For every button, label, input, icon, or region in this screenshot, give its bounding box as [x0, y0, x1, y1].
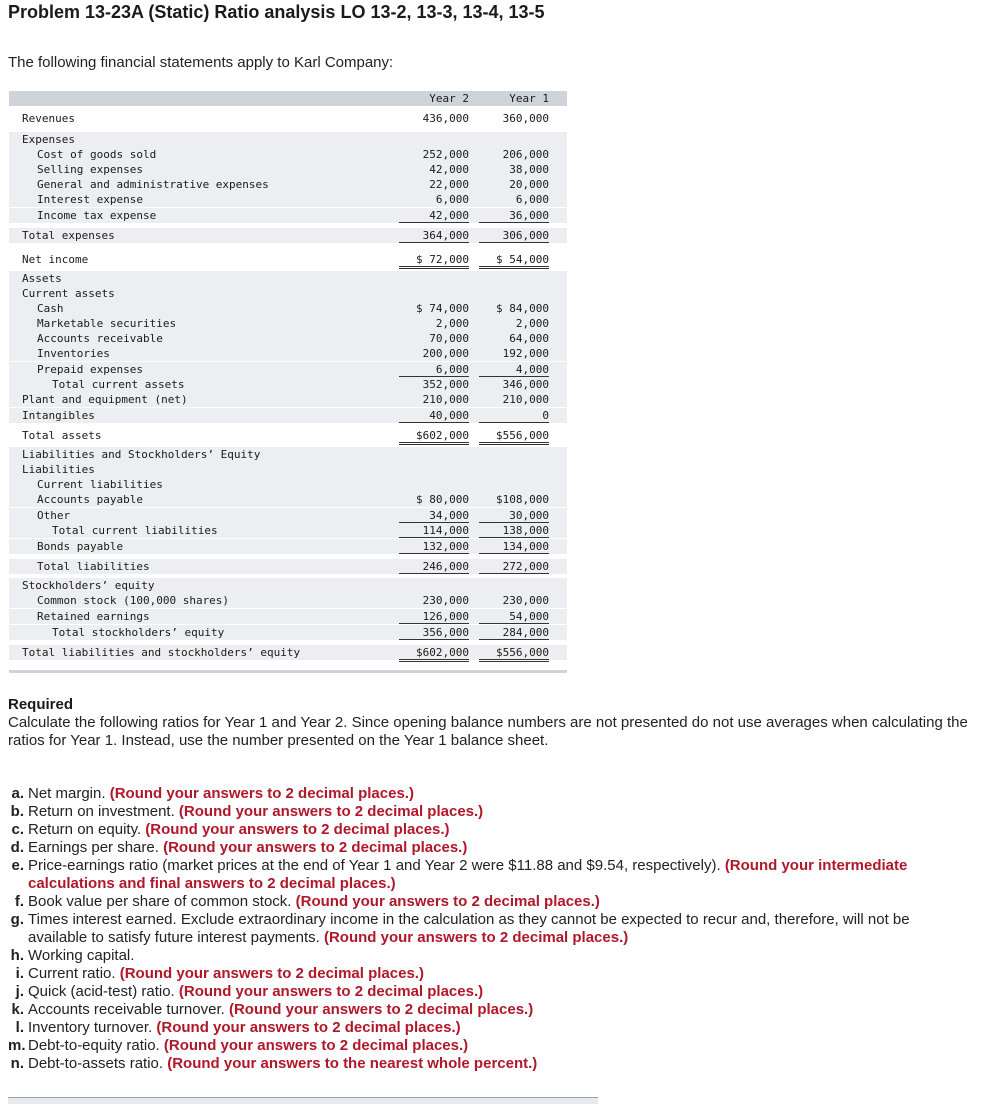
year2-value: 70,000: [429, 332, 469, 345]
row-label: Cost of goods sold: [37, 148, 157, 161]
task-letter: m.: [8, 1037, 26, 1054]
statement-row: [9, 539, 567, 554]
task-item: [8, 857, 948, 893]
task-item: [8, 1019, 948, 1037]
year2-value: 246,000: [399, 560, 469, 574]
task-item: [8, 785, 948, 803]
row-label: Total stockholders’ equity: [52, 626, 225, 639]
year2-value: 252,000: [422, 148, 469, 161]
year1-value: 0: [479, 409, 549, 423]
row-label: Intangibles: [22, 409, 95, 422]
year1-value: 20,000: [509, 178, 549, 191]
year2-value: $602,000: [399, 646, 469, 662]
task-item: [8, 911, 948, 947]
row-label: Prepaid expenses: [37, 363, 143, 376]
statement-row: [9, 447, 567, 462]
statement-row: [9, 559, 567, 574]
task-rounding-note: (Round your answers to 2 decimal places.): [163, 1037, 469, 1054]
statement-row: [9, 645, 567, 660]
task-rounding-note: (Round your answers to 2 decimal places.): [145, 821, 450, 838]
task-text: Earnings per share.: [28, 839, 164, 856]
task-letter: b.: [10, 803, 24, 820]
year1-value: $556,000: [479, 646, 549, 662]
statement-row: [9, 428, 567, 443]
task-letter: f.: [14, 893, 24, 910]
year1-value: 38,000: [509, 163, 549, 176]
year1-value: 192,000: [502, 347, 549, 360]
row-label: Bonds payable: [37, 540, 124, 553]
statement-row: [9, 132, 567, 147]
task-rounding-note: (Round your answers to 2 decimal places.): [323, 929, 629, 946]
year1-value: 36,000: [479, 209, 549, 223]
year2-value: 6,000: [399, 363, 469, 377]
statement-row: [9, 508, 567, 523]
task-letter: j.: [15, 983, 24, 1000]
task-letter: l.: [15, 1019, 24, 1036]
year2-value: 352,000: [422, 378, 469, 391]
task-rounding-note: (Round your answers to 2 decimal places.): [178, 803, 484, 820]
task-rounding-note: (Round your answers to 2 decimal places.): [109, 785, 414, 802]
statement-row: [9, 408, 567, 423]
task-letter: e.: [11, 857, 24, 874]
row-label: Assets: [22, 272, 62, 285]
task-rounding-note: (Round your answers to 2 decimal places.): [295, 893, 600, 910]
required-heading: Required: [8, 696, 74, 713]
task-text: Price-earnings ratio (market prices at the end of Year 1 and Year 2 were $11.88 and $9.54, respectively).: [28, 857, 725, 874]
statement-row: [9, 208, 567, 223]
row-label: Revenues: [22, 112, 75, 125]
row-label: Total liabilities: [37, 560, 150, 573]
row-label: Total current liabilities: [52, 524, 218, 537]
task-letter: h.: [10, 947, 24, 964]
task-text: Quick (acid-test) ratio.: [28, 983, 179, 1000]
statement-row: [9, 331, 567, 346]
statement-row: [9, 392, 567, 407]
year1-value: 30,000: [479, 509, 549, 523]
task-text: Return on investment.: [28, 803, 179, 820]
task-item: [8, 1037, 948, 1055]
task-letter: n.: [10, 1055, 24, 1072]
statement-row: [9, 301, 567, 316]
year1-header: Year 1: [509, 92, 549, 105]
year2-value: $ 72,000: [399, 253, 469, 269]
year1-value: 210,000: [502, 393, 549, 406]
row-label: Current liabilities: [37, 478, 163, 491]
year1-value: 284,000: [479, 626, 549, 640]
year1-value: 346,000: [502, 378, 549, 391]
year2-value: $ 74,000: [416, 302, 469, 315]
task-rounding-note: (Round your answers to 2 decimal places.): [178, 983, 484, 1000]
year2-value: 22,000: [429, 178, 469, 191]
statement-row: [9, 462, 567, 477]
statement-row: [9, 252, 567, 267]
row-label: Selling expenses: [37, 163, 143, 176]
year1-value: 134,000: [479, 540, 549, 554]
task-text: Book value per share of common stock.: [28, 893, 296, 910]
statement-row: [9, 111, 567, 126]
row-label: Marketable securities: [37, 317, 177, 330]
row-label: Expenses: [22, 133, 75, 146]
financial-statements-table: [9, 91, 567, 673]
task-item: [8, 1001, 948, 1019]
row-label: Inventories: [37, 347, 110, 360]
task-text: Times interest earned. Exclude extraordinary income in the calculation as they cannot be expected to recur and, therefore, will not be available to satisfy future interest payments.: [28, 911, 910, 946]
task-letter: a.: [11, 785, 24, 802]
task-text: Net margin.: [28, 785, 110, 802]
year1-value: 54,000: [479, 610, 549, 624]
task-rounding-note: (Round your answers to 2 decimal places.): [156, 1019, 461, 1036]
year2-value: 2,000: [435, 317, 469, 330]
statement-row: [9, 271, 567, 286]
row-label: Plant and equipment (net): [22, 393, 188, 406]
task-item: [8, 947, 948, 965]
statement-row: [9, 477, 567, 492]
task-letter: g.: [10, 911, 24, 928]
statement-row: [9, 593, 567, 608]
table-bottom-border: [9, 670, 567, 673]
task-text: Inventory turnover.: [28, 1019, 157, 1036]
year1-value: $ 84,000: [496, 302, 549, 315]
year2-value: 40,000: [399, 409, 469, 423]
task-item: [8, 821, 948, 839]
row-label: Interest expense: [37, 193, 143, 206]
year1-value: 64,000: [509, 332, 549, 345]
task-rounding-note: (Round your answers to 2 decimal places.): [228, 1001, 534, 1018]
statement-row: [9, 609, 567, 624]
year1-value: 138,000: [479, 524, 549, 538]
year2-value: $602,000: [399, 429, 469, 445]
statement-row: [9, 192, 567, 207]
year1-value: $ 54,000: [479, 253, 549, 269]
statement-row: [9, 286, 567, 301]
row-label: Income tax expense: [37, 209, 157, 222]
task-letter: c.: [11, 821, 24, 838]
year2-value: 42,000: [429, 163, 469, 176]
year2-value: 6,000: [435, 193, 469, 206]
year2-value: 126,000: [399, 610, 469, 624]
year1-value: 360,000: [502, 112, 549, 125]
row-label: Common stock (100,000 shares): [37, 594, 230, 607]
task-rounding-note: (Round your intermediate calculations and final answers to 2 decimal places.): [28, 857, 908, 892]
row-label: Total current assets: [52, 378, 185, 391]
statement-row: [9, 492, 567, 507]
task-item: [8, 893, 948, 911]
year2-value: 436,000: [422, 112, 469, 125]
row-label: General and administrative expenses: [37, 178, 269, 191]
year1-value: 272,000: [479, 560, 549, 574]
statement-row: [9, 578, 567, 593]
row-label: Liabilities: [22, 463, 95, 476]
year1-value: 6,000: [515, 193, 549, 206]
statement-row: [9, 177, 567, 192]
statement-row: [9, 377, 567, 392]
year2-value: $ 80,000: [416, 493, 469, 506]
year2-value: 42,000: [399, 209, 469, 223]
task-list: [8, 785, 948, 1073]
table-header-row: [9, 91, 567, 106]
year2-value: 230,000: [422, 594, 469, 607]
row-label: Total liabilities and stockholders’ equity: [22, 646, 301, 659]
task-text: Working capital.: [28, 947, 135, 964]
task-text: Debt-to-assets ratio.: [28, 1055, 168, 1072]
statement-row: [9, 523, 567, 538]
year1-value: 230,000: [502, 594, 549, 607]
task-text: Accounts receivable turnover.: [28, 1001, 229, 1018]
row-label: Net income: [22, 253, 89, 266]
row-label: Cash: [37, 302, 64, 315]
year2-value: 132,000: [399, 540, 469, 554]
task-item: [8, 965, 948, 983]
task-rounding-note: (Round your answers to 2 decimal places.): [119, 965, 424, 982]
year2-value: 210,000: [422, 393, 469, 406]
task-rounding-note: (Round your answers to 2 decimal places.): [163, 839, 468, 856]
year2-value: 364,000: [399, 229, 469, 243]
task-item: [8, 1055, 948, 1073]
row-label: Current assets: [22, 287, 115, 300]
year1-value: 2,000: [515, 317, 549, 330]
row-label: Stockholders’ equity: [22, 579, 155, 592]
year2-value: 356,000: [399, 626, 469, 640]
task-item: [8, 803, 948, 821]
statement-row: [9, 346, 567, 361]
task-letter: d.: [10, 839, 24, 856]
row-label: Other: [37, 509, 71, 522]
row-label: Accounts receivable: [37, 332, 163, 345]
year2-value: 114,000: [399, 524, 469, 538]
row-label: Total assets: [22, 429, 102, 442]
task-text: Return on equity.: [28, 821, 146, 838]
row-label: Accounts payable: [37, 493, 143, 506]
year1-value: 4,000: [479, 363, 549, 377]
statement-row: [9, 162, 567, 177]
problem-title: Problem 13-23A (Static) Ratio analysis LO 13-2, 13-3, 13-4, 13-5: [8, 2, 545, 22]
year1-value: $556,000: [479, 429, 549, 445]
statement-row: [9, 362, 567, 377]
statement-row: [9, 316, 567, 331]
intro-text: The following financial statements apply to Karl Company:: [8, 54, 394, 71]
year1-value: 206,000: [502, 148, 549, 161]
row-label: Total expenses: [22, 229, 115, 242]
required-instructions: Calculate the following ratios for Year 1 and Year 2. Since opening balance numbers are not presented do not use averages when calculating the ratios for Year 1. Instead, use the number presented on the Year 1 balance sheet.: [8, 714, 968, 749]
statement-row: [9, 625, 567, 640]
task-text: Debt-to-equity ratio.: [28, 1037, 164, 1054]
row-label: Liabilities and Stockholders’ Equity: [22, 448, 261, 461]
year1-value: 306,000: [479, 229, 549, 243]
statement-row: [9, 147, 567, 162]
row-label: Retained earnings: [37, 610, 150, 623]
task-item: [8, 839, 948, 857]
year1-value: $108,000: [496, 493, 549, 506]
task-rounding-note: (Round your answers to the nearest whole percent.): [167, 1055, 538, 1072]
task-item: [8, 983, 948, 1001]
task-letter: k.: [11, 1001, 24, 1018]
required-section: [8, 696, 968, 750]
task-letter: i.: [15, 965, 24, 982]
year2-header: Year 2: [429, 92, 469, 105]
year2-value: 34,000: [399, 509, 469, 523]
year2-value: 200,000: [422, 347, 469, 360]
task-text: Current ratio.: [28, 965, 120, 982]
statement-row: [9, 228, 567, 243]
